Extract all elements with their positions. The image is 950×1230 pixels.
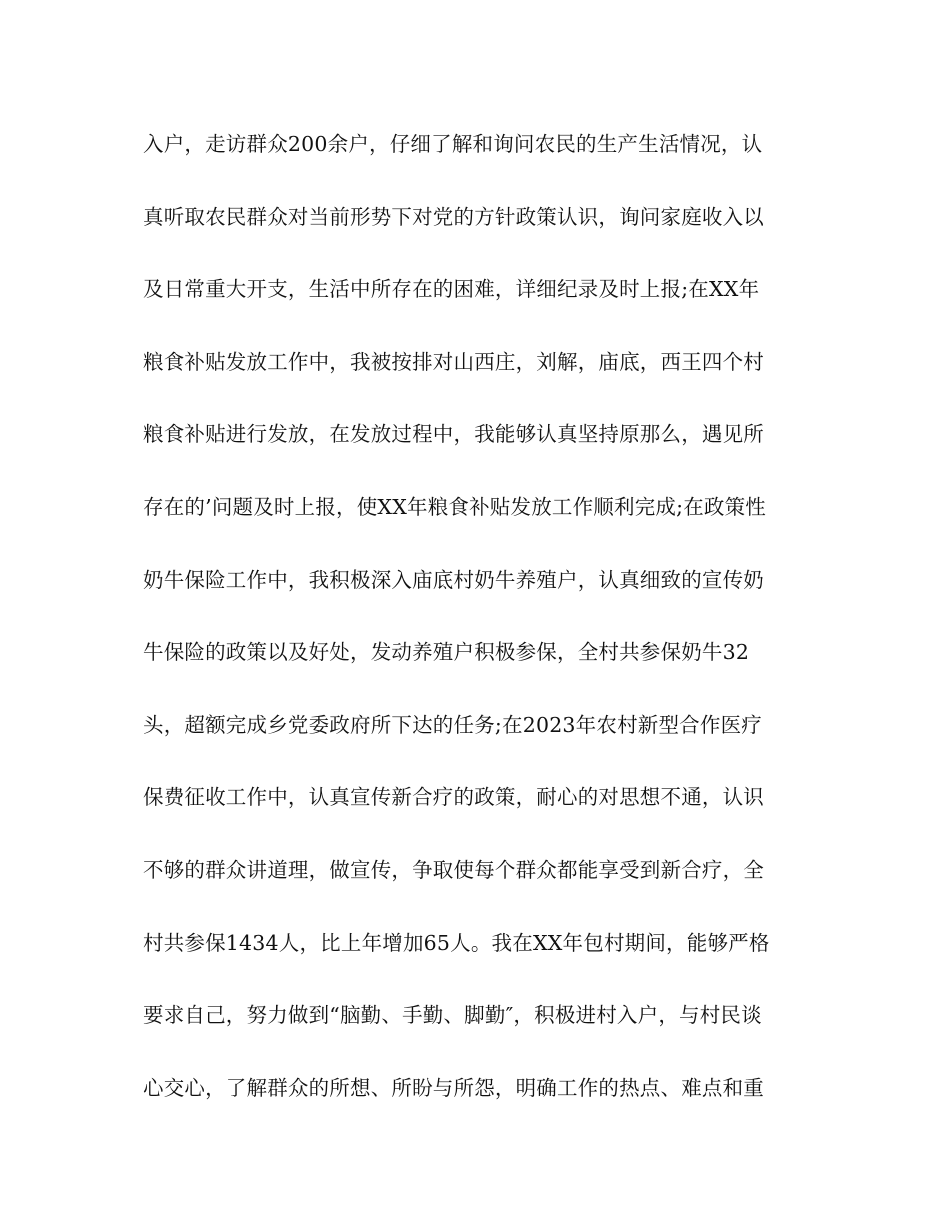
body-text bbox=[143, 124, 823, 1140]
text-line-3: 及日常重大开支，生活中所存在的困难，详细纪录及时上报;在XX年 bbox=[143, 277, 760, 302]
text-line-2: 真听取农民群众对当前形势下对党的方针政策认识，询问家庭收入以 bbox=[143, 204, 764, 229]
text-line-6: 存在的’问题及时上报，使XX年粮食补贴发放工作顺利完成;在政策性 bbox=[143, 494, 767, 519]
text-line-4: 粮食补贴发放工作中，我被按排对山西庄，刘解，庙底，西王四个村 bbox=[143, 349, 764, 374]
text-line-12: 村共参保1434人，比上年增加65人。我在XX年包村期间，能够严格 bbox=[143, 930, 770, 955]
text-line-14: 心交心，了解群众的所想、所盼与所怨，明确工作的热点、难点和重 bbox=[143, 1075, 764, 1100]
text-line-8: 牛保险的政策以及好处，发动养殖户积极参保，全村共参保奶牛32 bbox=[143, 640, 750, 665]
text-line-9: 头，超额完成乡党委政府所下达的任务;在2023年农村新型合作医疗 bbox=[143, 712, 762, 737]
text-line-5: 粮食补贴进行发放，在发放过程中，我能够认真坚持原那么，遇见所 bbox=[143, 422, 764, 447]
text-line-10: 保费征收工作中，认真宣传新合疗的政策，耐心的对思想不通，认识 bbox=[143, 785, 764, 810]
text-line-13: 要求自己，努力做到“脑勤、手勤、脚勤″，积极进村入户，与村民谈 bbox=[143, 1003, 762, 1028]
text-line-11: 不够的群众讲道理，做宣传，争取使每个群众都能享受到新合疗，全 bbox=[143, 857, 764, 882]
text-line-1: 入户，走访群众200余户，仔细了解和询问农民的生产生活情况，认 bbox=[143, 132, 763, 156]
text-line-7: 奶牛保险工作中，我积极深入庙底村奶牛养殖户，认真细致的宣传奶 bbox=[143, 567, 764, 592]
